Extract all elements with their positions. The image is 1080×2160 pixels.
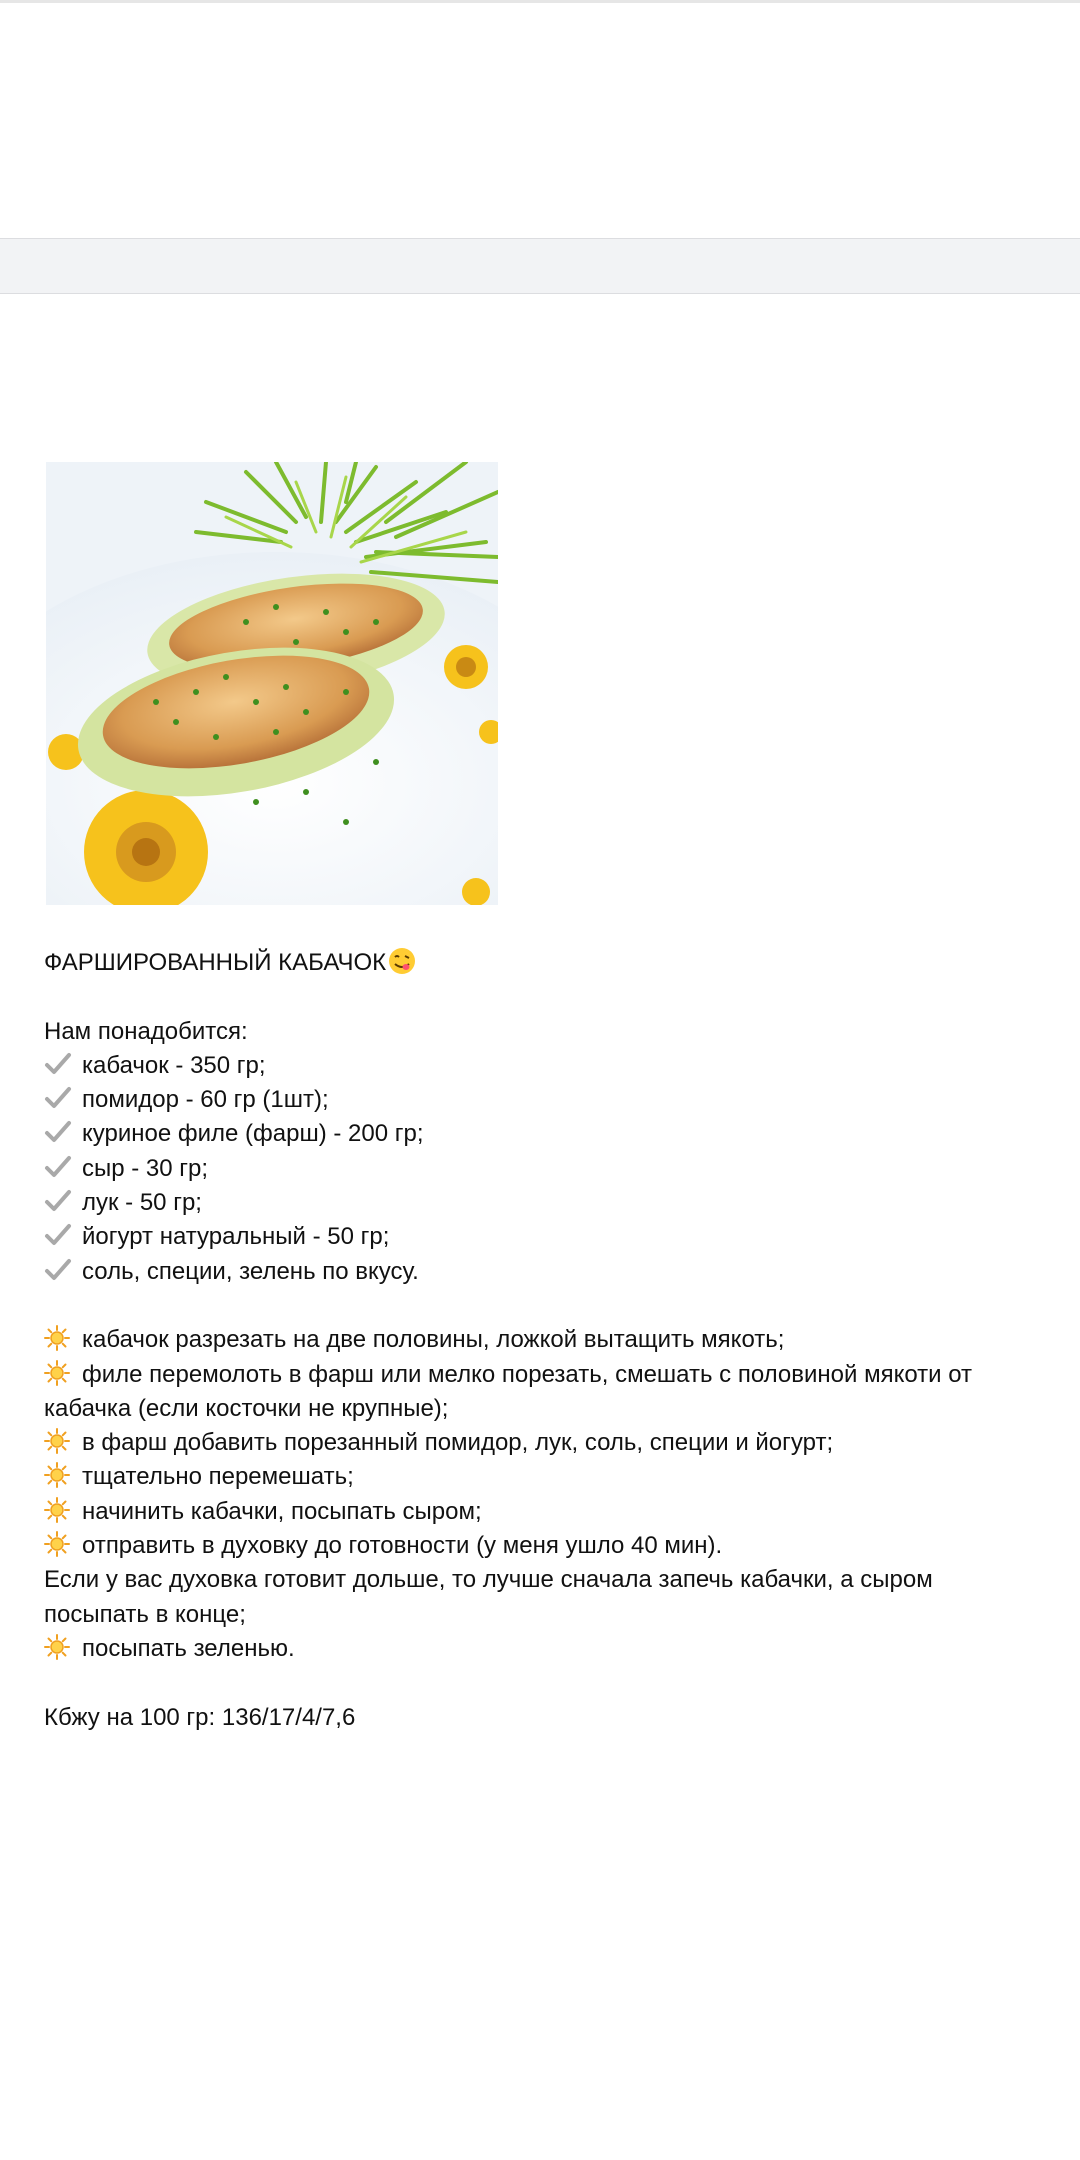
yum-face-emoji-icon <box>388 947 416 975</box>
separator-band <box>0 238 1080 294</box>
sun-icon <box>44 1325 70 1351</box>
check-mark-icon <box>44 1189 72 1213</box>
top-edge <box>0 0 1080 3</box>
sun-icon <box>44 1462 70 1488</box>
step-item: отправить в духовку до готовности (у меня ушло 40 мин). <box>44 1529 1044 1563</box>
recipe-title: ФАРШИРОВАННЫЙ КАБАЧОК <box>44 946 1044 980</box>
sun-icon <box>44 1634 70 1660</box>
ingredient-item: помидор - 60 гр (1шт); <box>44 1083 1044 1117</box>
check-mark-icon <box>44 1086 72 1110</box>
sun-icon <box>44 1497 70 1523</box>
ingredient-item: кабачок - 350 гр; <box>44 1049 1044 1083</box>
recipe-note: Если у вас духовка готовит дольше, то лучше сначала запечь кабачки, а сыром посыпать в конце; <box>44 1566 933 1628</box>
step-item: посыпать зеленью. <box>44 1632 1044 1666</box>
step-item: филе перемолоть в фарш или мелко порезать, смешать с половиной мякоти от кабачка (если косточки не крупные); <box>44 1360 973 1422</box>
step-item: тщательно перемешать; <box>44 1460 1044 1494</box>
nutrition-info: Кбжу на 100 гр: 136/17/4/7,6 <box>44 1703 356 1731</box>
recipe-photo[interactable] <box>46 462 498 905</box>
ingredient-item: лук - 50 гр; <box>44 1186 1044 1220</box>
sun-icon <box>44 1428 70 1454</box>
check-mark-icon <box>44 1223 72 1247</box>
ingredient-item: йогурт натуральный - 50 гр; <box>44 1220 1044 1254</box>
sun-icon <box>44 1531 70 1557</box>
check-mark-icon <box>44 1120 72 1144</box>
check-mark-icon <box>44 1258 72 1282</box>
recipe-text <box>44 946 1044 1735</box>
check-mark-icon <box>44 1155 72 1179</box>
stuffed-zucchini-photo <box>46 462 498 905</box>
ingredient-item: соль, специи, зелень по вкусу. <box>44 1255 1044 1289</box>
ingredients-heading: Нам понадобится: <box>44 1017 248 1045</box>
step-item: начинить кабачки, посыпать сыром; <box>44 1495 1044 1529</box>
sun-icon <box>44 1360 70 1386</box>
ingredient-item: куриное филе (фарш) - 200 гр; <box>44 1117 1044 1151</box>
ingredient-item: сыр - 30 гр; <box>44 1152 1044 1186</box>
check-mark-icon <box>44 1052 72 1076</box>
step-item: кабачок разрезать на две половины, ложкой вытащить мякоть; <box>44 1323 1044 1357</box>
step-item: в фарш добавить порезанный помидор, лук, соль, специи и йогурт; <box>44 1426 1044 1460</box>
